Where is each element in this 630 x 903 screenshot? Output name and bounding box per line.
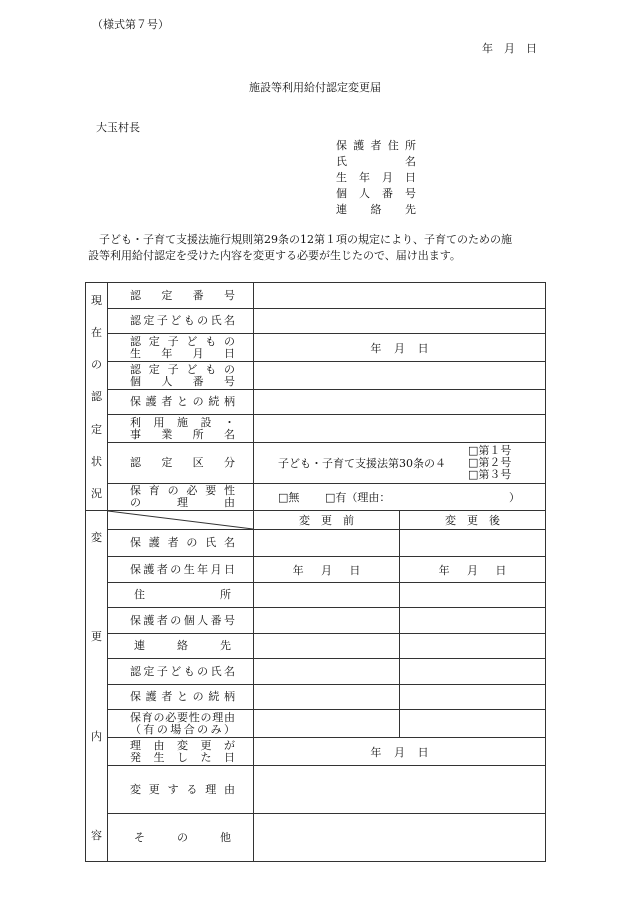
day-label: 日 bbox=[349, 563, 361, 577]
child-name-after[interactable] bbox=[400, 659, 546, 685]
month-label: 月 bbox=[393, 341, 405, 355]
child-name-field[interactable] bbox=[254, 309, 546, 334]
category-option-2[interactable]: □第２号 bbox=[468, 456, 512, 469]
facility-label: 利用施設・ 事業所名 bbox=[108, 415, 254, 443]
diagonal-header-cell bbox=[108, 511, 254, 530]
address-after[interactable] bbox=[400, 583, 546, 608]
other-label: その他 bbox=[108, 814, 254, 862]
year-label: 年 bbox=[438, 563, 450, 577]
child-id-label: 認定子どもの 個人番号 bbox=[108, 362, 254, 390]
current-status-side-label bbox=[86, 283, 108, 511]
category-option-3[interactable]: □第３号 bbox=[468, 468, 512, 481]
guardian-dob-after[interactable] bbox=[400, 557, 546, 583]
side-char: 内 bbox=[91, 729, 102, 743]
day-label: 日 bbox=[417, 745, 429, 759]
side-char: 定 bbox=[91, 422, 102, 436]
child-name-label: 認定子どもの氏名 bbox=[108, 309, 254, 334]
applicant-id-label: 個人番号 bbox=[336, 187, 416, 200]
side-char: 況 bbox=[91, 487, 102, 501]
addressee: 大玉村長 bbox=[96, 121, 140, 134]
change-necessity-label: 保育の必要性の理由 （有の場合のみ） bbox=[108, 710, 254, 738]
side-char: 状 bbox=[91, 455, 102, 469]
child-id-field[interactable] bbox=[254, 362, 546, 390]
category-option-1[interactable]: □第１号 bbox=[468, 444, 512, 457]
relation-before[interactable] bbox=[254, 685, 400, 710]
category-field bbox=[254, 443, 546, 484]
necessity-after[interactable] bbox=[400, 710, 546, 738]
year-label: 年 bbox=[370, 341, 382, 355]
contact-after[interactable] bbox=[400, 634, 546, 659]
change-form-table bbox=[85, 282, 546, 862]
side-char: 在 bbox=[91, 325, 102, 339]
change-details-side-label bbox=[86, 511, 108, 862]
contact-label: 連絡先 bbox=[108, 634, 254, 659]
guardian-dob-label: 保護者の生年月日 bbox=[108, 557, 254, 583]
side-char: 更 bbox=[91, 630, 102, 644]
reason-label: 変更する理由 bbox=[108, 766, 254, 814]
child-dob-label: 認定子どもの 生年月日 bbox=[108, 334, 254, 362]
facility-field[interactable] bbox=[254, 415, 546, 443]
side-char: 容 bbox=[91, 828, 102, 842]
relation-label: 保護者との続柄 bbox=[108, 390, 254, 415]
child-name-before[interactable] bbox=[254, 659, 400, 685]
guardian-id-before[interactable] bbox=[254, 608, 400, 634]
applicant-address-label: 保護者住所 bbox=[336, 139, 416, 152]
applicant-name-label: 氏名 bbox=[336, 155, 416, 168]
necessity-yes-checkbox[interactable]: □有（理由： bbox=[325, 491, 391, 504]
form-number: （様式第７号） bbox=[92, 18, 169, 31]
before-header: 変 更 前 bbox=[254, 511, 400, 530]
address-before[interactable] bbox=[254, 583, 400, 608]
address-label: 住所 bbox=[108, 583, 254, 608]
month-label: 月 bbox=[393, 745, 405, 759]
month-label: 月 bbox=[320, 563, 332, 577]
relation-after[interactable] bbox=[400, 685, 546, 710]
side-char: 変 bbox=[91, 531, 102, 544]
guardian-name-after[interactable] bbox=[400, 530, 546, 557]
necessity-close-paren: ） bbox=[509, 491, 520, 504]
contact-before[interactable] bbox=[254, 634, 400, 659]
guardian-name-before[interactable] bbox=[254, 530, 400, 557]
body-text-line: 設等利用給付認定を受けた内容を変更する必要が生じたので、届け出ます。 bbox=[88, 249, 461, 262]
year-label: 年 bbox=[370, 745, 382, 759]
change-relation-label: 保護者との続柄 bbox=[108, 685, 254, 710]
month-label: 月 bbox=[466, 563, 478, 577]
body-text bbox=[88, 232, 550, 264]
category-text: 子ども・子育て支援法第30条の４ bbox=[278, 457, 446, 470]
guardian-dob-before[interactable] bbox=[254, 557, 400, 583]
necessity-field bbox=[254, 484, 546, 511]
year-label: 年 bbox=[292, 563, 304, 577]
cert-number-field[interactable] bbox=[254, 283, 546, 309]
guardian-name-label: 保護者の氏名 bbox=[108, 530, 254, 557]
after-header: 変 更 後 bbox=[400, 511, 546, 530]
cert-number-label: 認定番号 bbox=[108, 283, 254, 309]
necessity-label: 保育の必要性 の理由 bbox=[108, 484, 254, 511]
side-char: 認 bbox=[91, 390, 102, 404]
necessity-none-checkbox[interactable]: □無 bbox=[278, 491, 300, 504]
day-label: 日 bbox=[495, 563, 507, 577]
relation-field[interactable] bbox=[254, 390, 546, 415]
necessity-before[interactable] bbox=[254, 710, 400, 738]
body-text-line: 子ども・子育て支援法施行規則第29条の12第１項の規定により、子育てのための施 bbox=[99, 233, 512, 246]
category-label: 認定区分 bbox=[108, 443, 254, 484]
child-dob-field[interactable] bbox=[254, 334, 546, 362]
submission-date: 年 月 日 bbox=[482, 42, 537, 55]
reason-date-label: 理由変更が 発生した日 bbox=[108, 738, 254, 766]
side-char: 現 bbox=[91, 293, 102, 307]
change-child-name-label: 認定子どもの氏名 bbox=[108, 659, 254, 685]
document-title: 施設等利用給付認定変更届 bbox=[249, 81, 381, 94]
other-field[interactable] bbox=[254, 814, 546, 862]
day-label: 日 bbox=[417, 341, 429, 355]
reason-field[interactable] bbox=[254, 766, 546, 814]
side-char: の bbox=[91, 358, 102, 372]
guardian-id-label: 保護者の個人番号 bbox=[108, 608, 254, 634]
applicant-dob-label: 生年月日 bbox=[336, 171, 416, 184]
guardian-id-after[interactable] bbox=[400, 608, 546, 634]
reason-date-field[interactable] bbox=[254, 738, 546, 766]
applicant-contact-label: 連絡先 bbox=[336, 203, 416, 216]
